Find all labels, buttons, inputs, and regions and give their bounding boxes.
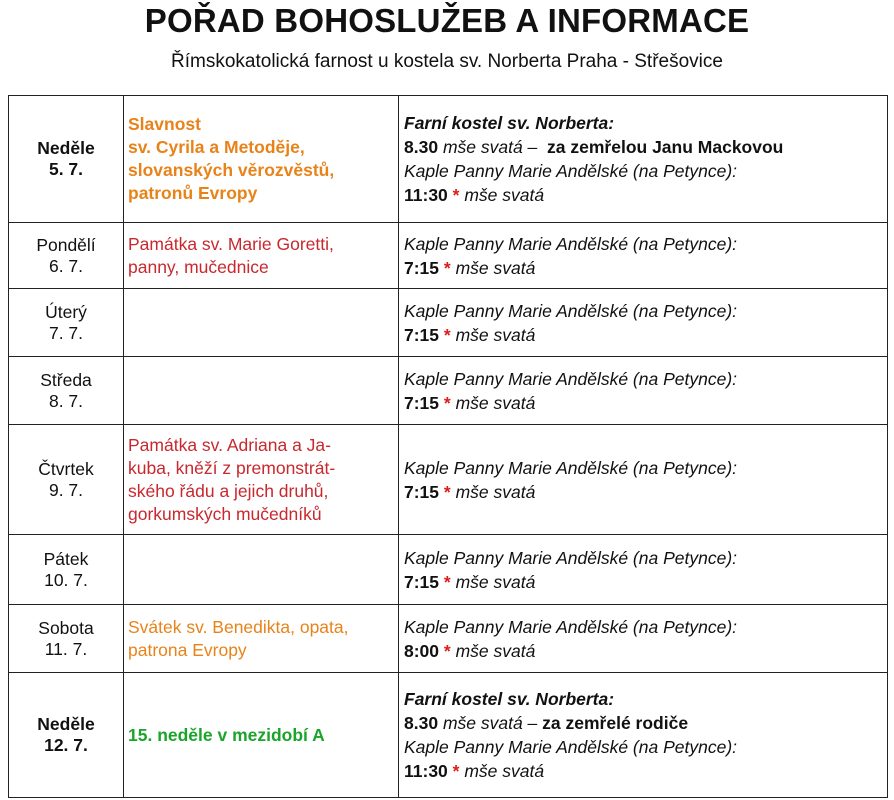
chapel-label: Kaple Panny Marie Andělské (na Petynce): [404,457,738,478]
mass-label: mše svatá [455,640,536,661]
chapel-label: Kaple Panny Marie Andělské (na Petynce): [404,737,738,757]
table-row [9,96,888,223]
parish-church-label: Farní kostel sv. Norberta: [404,113,615,133]
feast-line: slovanských věrozvěstů, [128,160,335,180]
feast-cell [124,425,399,535]
feast-line: Svátek sv. Benedikta, opata, [128,616,349,637]
table-row [9,289,888,357]
schedule-table [8,95,888,798]
chapel-label: Kaple Panny Marie Andělské (na Petynce): [404,368,738,389]
star-icon: * [443,571,451,592]
day-cell [9,357,124,425]
service-cell [399,425,888,535]
day-cell [9,425,124,535]
day-name: Neděle [37,138,95,158]
service-cell [399,357,888,425]
feast-line: 15. neděle v mezidobí A [128,724,325,745]
mass-time: 7:15 [404,571,440,592]
table-row [9,357,888,425]
feast-line: Památka sv. Adriana a Ja- [128,434,331,455]
day-cell [9,673,124,798]
feast-line: sv. Cyrila a Metoděje, [128,137,305,157]
feast-line: kuba, kněží z premonstrát- [128,457,336,478]
table-row [9,605,888,673]
day-cell [9,223,124,289]
mass-time: 11:30 [404,761,448,781]
mass-time: 8.30 [404,713,439,733]
day-name: Sobota [38,617,94,638]
service-cell [399,605,888,673]
day-name: Úterý [45,301,87,322]
table-row [9,535,888,605]
day-date: 5. 7. [48,159,84,179]
day-date: 10. 7. [44,569,88,590]
day-name: Neděle [37,714,95,734]
chapel-label: Kaple Panny Marie Andělské (na Petynce): [404,161,738,181]
feast-cell [124,535,399,605]
feast-cell [124,605,399,673]
star-icon: * [443,392,451,413]
chapel-label: Kaple Panny Marie Andělské (na Petynce): [404,300,738,321]
feast-line: ského řádu a jejich druhů, [128,480,329,501]
day-name: Čtvrtek [38,458,94,479]
star-icon: * [443,324,451,345]
feast-line: gorkumských mučedníků [128,503,322,524]
star-icon: * [452,761,460,781]
star-icon: * [443,640,451,661]
day-date: 8. 7. [48,390,84,411]
service-cell [399,96,888,223]
mass-label: mše svatá – [442,137,538,157]
chapel-label: Kaple Panny Marie Andělské (na Petynce): [404,547,738,568]
service-cell [399,673,888,798]
mass-time: 7:15 [404,481,440,502]
day-date: 7. 7. [48,322,84,343]
mass-intention: za zemřelé rodiče [542,713,689,733]
day-cell [9,535,124,605]
feast-line: Slavnost [128,114,201,134]
star-icon: * [443,481,451,502]
chapel-label: Kaple Panny Marie Andělské (na Petynce): [404,233,738,254]
mass-time: 7:15 [404,324,440,345]
feast-cell [124,223,399,289]
feast-cell [124,96,399,223]
day-cell [9,96,124,223]
page-title: POŘAD BOHOSLUŽEB A INFORMACE [144,2,750,39]
feast-line: patrona Evropy [128,639,247,660]
feast-cell [124,673,399,798]
mass-time: 11:30 [404,185,448,205]
star-icon: * [443,257,451,278]
mass-intention: za zemřelou Janu Mackovou [547,137,784,157]
day-name: Pondělí [36,234,96,255]
day-date: 12. 7. [44,735,88,755]
feast-line: panny, mučednice [128,256,269,277]
mass-time: 8:00 [404,640,440,661]
day-cell [9,289,124,357]
day-date: 6. 7. [48,255,84,276]
day-date: 11. 7. [44,638,88,659]
feast-cell [124,289,399,357]
star-icon: * [452,185,460,205]
service-cell [399,535,888,605]
mass-time: 8.30 [404,137,439,157]
feast-line: Památka sv. Marie Goretti, [128,233,334,254]
mass-time: 7:15 [404,257,440,278]
day-name: Středa [40,369,92,390]
mass-label: mše svatá [455,257,536,278]
mass-label: mše svatá – [442,713,538,733]
table-row [9,425,888,535]
mass-label: mše svatá [464,185,545,205]
mass-label: mše svatá [464,761,545,781]
day-name: Pátek [43,548,89,569]
mass-time: 7:15 [404,392,440,413]
mass-label: mše svatá [455,571,536,592]
mass-label: mše svatá [455,392,536,413]
parish-subtitle: Římskokatolická farnost u kostela sv. Norberta Praha - Střešovice [171,51,723,72]
day-cell [9,605,124,673]
parish-church-label: Farní kostel sv. Norberta: [404,689,615,709]
feast-cell [124,357,399,425]
day-date: 9. 7. [48,479,84,500]
table-row [9,673,888,798]
table-row [9,223,888,289]
mass-label: mše svatá [455,324,536,345]
feast-line: patronů Evropy [128,183,258,203]
mass-label: mše svatá [455,481,536,502]
service-cell [399,289,888,357]
chapel-label: Kaple Panny Marie Andělské (na Petynce): [404,616,738,637]
service-cell [399,223,888,289]
